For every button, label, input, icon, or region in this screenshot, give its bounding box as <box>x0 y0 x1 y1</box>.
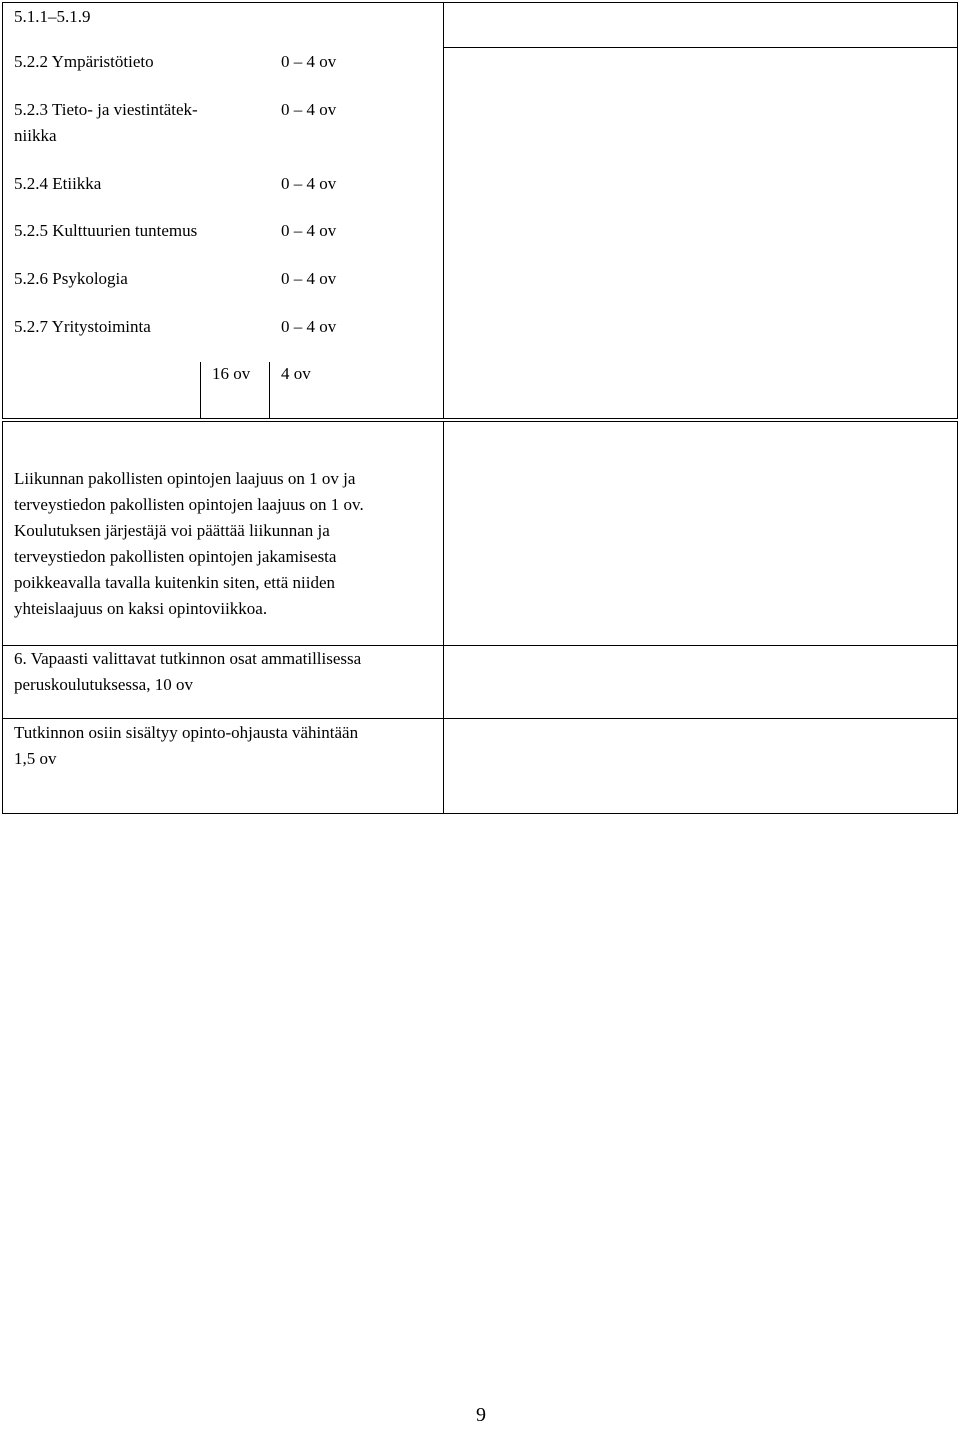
row-amount-yritystoiminta: 0 – 4 ov <box>281 317 337 336</box>
note-line-5: poikkeavalla tavalla kuitenkin siten, että niiden <box>14 573 336 592</box>
table-right-border <box>957 2 958 418</box>
row-name-kulttuurien: 5.2.5 Kulttuurien tuntemus <box>14 221 198 240</box>
table-column-divider-total <box>200 362 201 418</box>
guidance-line-1: Tutkinnon osiin sisältyy opinto-ohjausta vähintään <box>14 723 359 742</box>
row-name-tieto-line1: 5.2.3 Tieto- ja viestintätek- <box>14 100 198 119</box>
table2-right-border <box>957 421 958 814</box>
section6-line-2: peruskoulutuksessa, 10 ov <box>14 675 193 694</box>
row-name-ymparistotieto: 5.2.2 Ympäristötieto <box>14 52 154 71</box>
table-header-label: 5.1.1–5.1.9 <box>14 7 91 26</box>
table2-row-divider-2 <box>2 718 958 719</box>
table-column-divider-main <box>443 2 444 418</box>
table-top-border <box>2 2 958 3</box>
table-bottom-border <box>2 418 958 419</box>
note-line-4: terveystiedon pakollisten opintojen jakamisesta <box>14 547 337 566</box>
table2-left-border <box>2 421 3 814</box>
row-name-tieto-line2: niikka <box>14 126 57 145</box>
page-number: 9 <box>476 1404 486 1426</box>
total-right: 4 ov <box>281 364 311 383</box>
guidance-line-2: 1,5 ov <box>14 749 57 768</box>
section6-line-1: 6. Vapaasti valittavat tutkinnon osat ammatillisessa <box>14 649 362 668</box>
table2-top-border <box>2 421 958 422</box>
note-line-1: Liikunnan pakollisten opintojen laajuus on 1 ov ja <box>14 469 356 488</box>
row-amount-ymparistotieto: 0 – 4 ov <box>281 52 337 71</box>
row-amount-kulttuurien: 0 – 4 ov <box>281 221 337 240</box>
note-line-3: Koulutuksen järjestäjä voi päättää liikunnan ja <box>14 521 330 540</box>
table-header-divider <box>443 47 958 48</box>
note-line-2: terveystiedon pakollisten opintojen laajuus on 1 ov. <box>14 495 364 514</box>
table2-bottom-border <box>2 813 958 814</box>
table-left-border <box>2 2 3 418</box>
table-column-divider-amount <box>269 362 270 418</box>
total-left: 16 ov <box>212 364 251 383</box>
table2-column-divider <box>443 421 444 814</box>
row-amount-psykologia: 0 – 4 ov <box>281 269 337 288</box>
row-name-psykologia: 5.2.6 Psykologia <box>14 269 128 288</box>
row-name-yritystoiminta: 5.2.7 Yritystoiminta <box>14 317 151 336</box>
row-amount-tieto: 0 – 4 ov <box>281 100 337 119</box>
row-amount-etiikka: 0 – 4 ov <box>281 174 337 193</box>
note-line-6: yhteislaajuus on kaksi opintoviikkoa. <box>14 599 268 618</box>
row-name-etiikka: 5.2.4 Etiikka <box>14 174 102 193</box>
